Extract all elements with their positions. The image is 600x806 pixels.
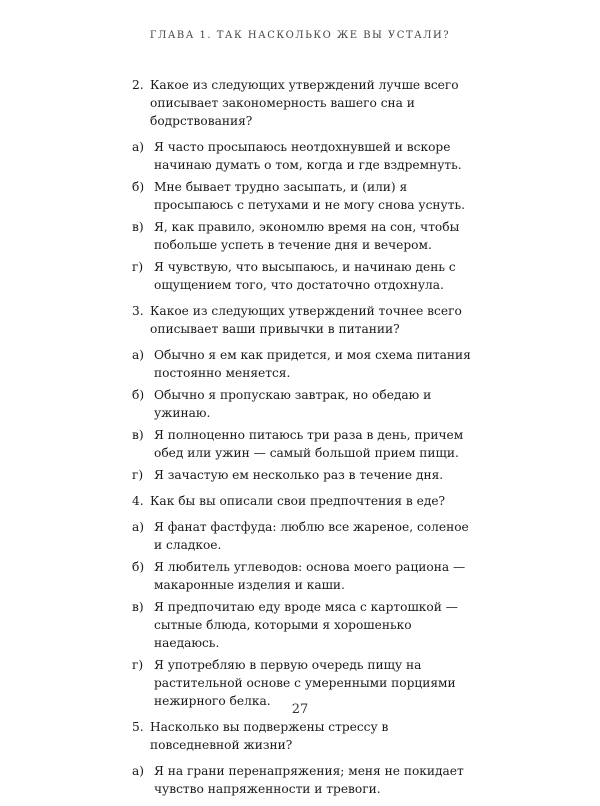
question-3 xyxy=(132,302,480,484)
questionnaire xyxy=(132,76,480,806)
answer-option xyxy=(132,178,480,214)
answer-label: в) xyxy=(132,600,144,614)
answer-option xyxy=(132,466,480,484)
answer-option xyxy=(132,762,480,798)
answer-label: б) xyxy=(132,388,145,402)
answer-label: г) xyxy=(132,260,144,274)
answer-text: Я любитель углеводов: основа моего рациона — макаронные изделия и каши. xyxy=(154,560,466,592)
answer-text: Я полноценно питаюсь три раза в день, причем обед или ужин — самый большой прием пищи. xyxy=(154,428,464,460)
answer-label: б) xyxy=(132,560,145,574)
answer-option xyxy=(132,346,480,382)
answer-label: г) xyxy=(132,658,144,672)
answer-text: Я чувствую, что высыпаюсь, и начинаю день с ощущением того, что достаточно отдохнула. xyxy=(154,260,456,292)
answer-option xyxy=(132,518,480,554)
question-text: Какое из следующих утверждений лучше всего описывает закономерность вашего сна и бодрствования? xyxy=(150,78,459,128)
answer-text: Я часто просыпаюсь неотдохнувшей и вскоре начинаю думать о том, когда и где вздремнуть. xyxy=(154,140,462,172)
answer-option xyxy=(132,258,480,294)
answer-text: Я фанат фастфуда: люблю все жареное, соленое и сладкое. xyxy=(154,520,469,552)
question-text: Насколько вы подвержены стрессу в повседневной жизни? xyxy=(150,720,389,752)
page-number: 27 xyxy=(291,702,309,717)
answer-text: Я употребляю в первую очередь пищу на растительной основе с умеренными порциями нежирного белка. xyxy=(154,658,456,708)
answer-text: Обычно я пропускаю завтрак, но обедаю и ужинаю. xyxy=(154,388,432,420)
answer-label: в) xyxy=(132,220,144,234)
answer-text: Я зачастую ем несколько раз в течение дня. xyxy=(154,468,444,482)
answer-option xyxy=(132,218,480,254)
answer-text: Я, как правило, экономлю время на сон, чтобы побольше успеть в течение дня и вечером. xyxy=(154,220,460,252)
answer-option xyxy=(132,386,480,422)
answer-option xyxy=(132,558,480,594)
question-number: 2. xyxy=(132,78,144,92)
question-text: Как бы вы описали свои предпочтения в еде? xyxy=(150,494,446,508)
answer-label: б) xyxy=(132,180,145,194)
question-text: Какое из следующих утверждений точнее всего описывает ваши привычки в питании? xyxy=(150,304,462,336)
answer-label: а) xyxy=(132,520,145,534)
answer-text: Обычно я ем как придется, и моя схема питания постоянно меняется. xyxy=(154,348,471,380)
question-number: 4. xyxy=(132,494,144,508)
question-5 xyxy=(132,718,480,798)
answer-label: г) xyxy=(132,468,144,482)
question-2 xyxy=(132,76,480,294)
answer-text: Я предпочитаю еду вроде мяса с картошкой — сытные блюда, которыми я хорошенько наедаюсь. xyxy=(154,600,458,650)
question-number: 5. xyxy=(132,720,144,734)
question-number: 3. xyxy=(132,304,144,318)
answer-option xyxy=(132,138,480,174)
answer-label: а) xyxy=(132,348,145,362)
running-header: ГЛАВА 1. ТАК НАСКОЛЬКО ЖЕ ВЫ УСТАЛИ? xyxy=(149,30,451,41)
answer-option xyxy=(132,598,480,652)
answer-text: Мне бывает трудно засыпать, и (или) я просыпаюсь с петухами и не могу снова уснуть. xyxy=(154,180,465,212)
answer-option xyxy=(132,426,480,462)
answer-text: Я на грани перенапряжения; меня не покидает чувство напряженности и тревоги. xyxy=(154,764,464,796)
question-4 xyxy=(132,492,480,710)
answer-label: а) xyxy=(132,764,145,778)
answer-label: в) xyxy=(132,428,144,442)
answer-label: а) xyxy=(132,140,145,154)
